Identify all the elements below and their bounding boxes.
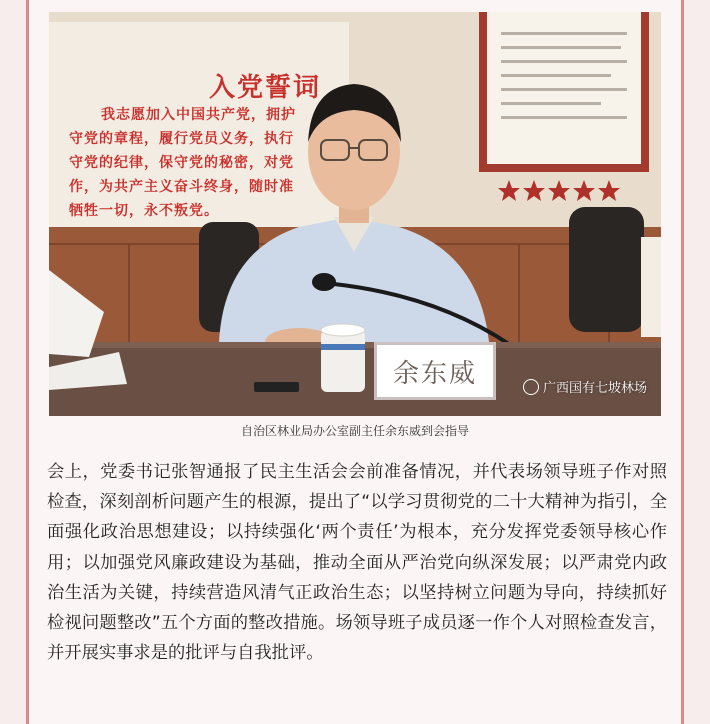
oath-line-2: 守党的章程，履行党员义务，执行 [69, 131, 294, 147]
nameplate: 余东威 [374, 342, 496, 400]
watermark [523, 377, 647, 396]
meeting-photo [49, 12, 661, 416]
article-paragraph: 会上，党委书记张智通报了民主生活会会前准备情况，并代表场领导班子作对照检查，深刻剖析问题产生的根源，提出了“以学习贯彻党的二十大精神为指引，全面强化政治思想建设；以持续强化‘两个责任’为根本，充分发挥党委领导核心作用；以加强党风廉政建设为基础，推动全面从严治党向纵深发展；以严肃党内政治生活为关键，持续营造风清气正政治生态；以坚持树立问题为导向，持续抓好检视问题整改”五个方面的整改措施。场领导班子成员逐一作个人对照检查发言，并开展实事求是的批评与自我批评。 [47, 462, 667, 664]
photo-caption: 自治区林业局办公室副主任余东威到会指导 [240, 424, 469, 438]
watermark-text: 广西国有七坡林场 [542, 381, 647, 396]
oath-line-5: 牺牲一切，永不叛党。 [69, 203, 219, 219]
oath-line-1: 我志愿加入中国共产党，拥护 [101, 107, 296, 123]
article-body [47, 457, 667, 668]
article-card [29, 0, 681, 724]
oath-line-3: 守党的纪律，保守党的秘密，对党 [69, 155, 294, 171]
wechat-icon [523, 379, 539, 395]
oath-title: 入党誓词 [209, 73, 322, 103]
right-border [681, 0, 684, 724]
oath-line-4: 作，为共产主义奋斗终身，随时准 [69, 179, 294, 195]
